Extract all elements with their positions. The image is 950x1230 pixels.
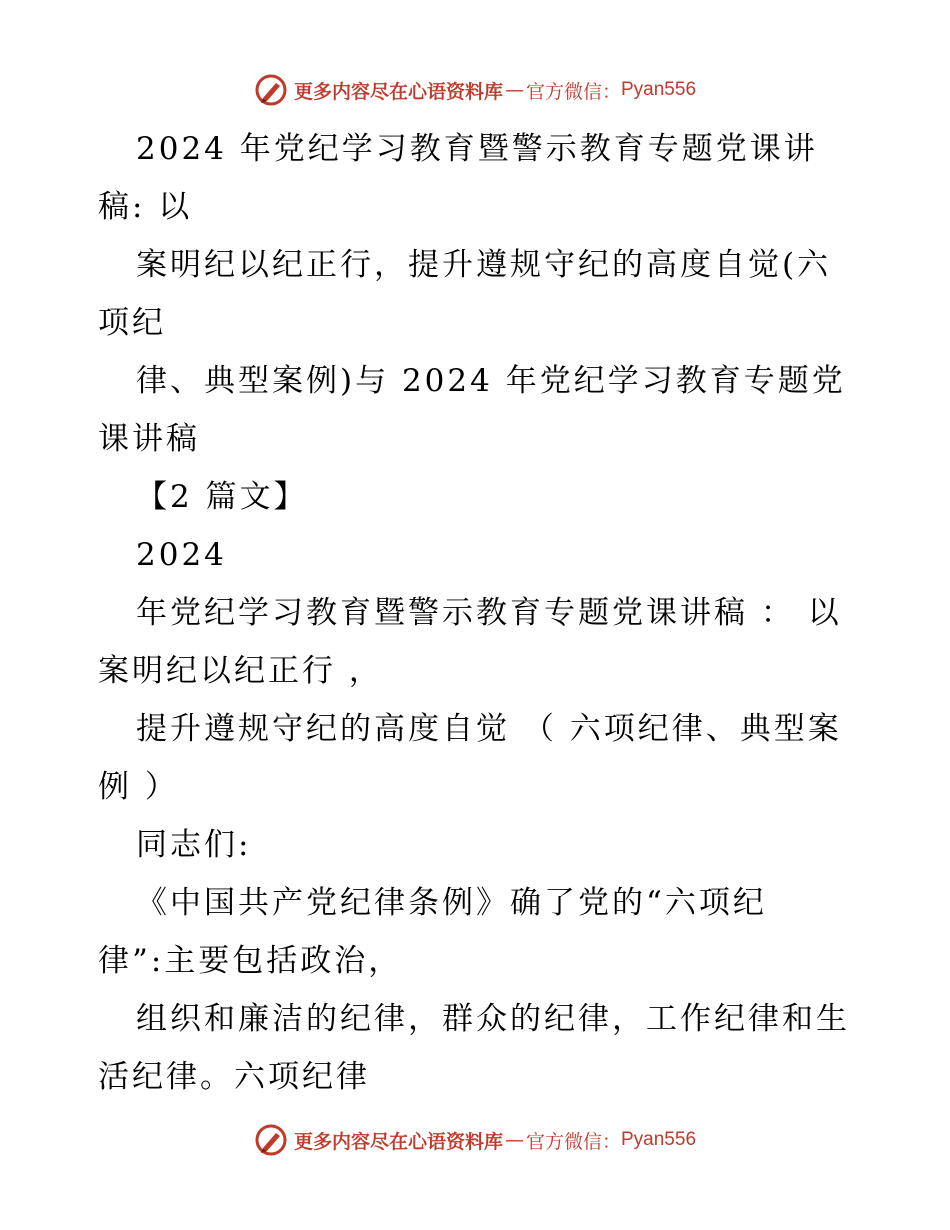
pen-logo-icon (254, 73, 288, 107)
document-body (98, 120, 858, 1106)
banner-wechat-id: Pyan556 (621, 1129, 697, 1150)
banner-wechat-label: 官方微信： (525, 1130, 621, 1153)
text-line: 2024 (136, 537, 227, 573)
text-line: 案明纪以纪正行 ， (98, 653, 383, 689)
text-line: 稿: 以 (98, 189, 193, 225)
text-line: 律、典型案例)与 2024 年党纪学习教育专题党 (136, 363, 846, 399)
banner-main-text: 更多内容尽在心语资料库 (293, 80, 503, 103)
text-line: 【2 篇文】 (136, 479, 308, 515)
text-line: 2024 年党纪学习教育暨警示教育专题党课讲 (136, 131, 818, 167)
banner-dash: — (504, 1129, 524, 1151)
text-line: 项纪 (98, 305, 166, 341)
banner-dash: — (504, 79, 524, 101)
pen-logo-icon (254, 1123, 288, 1157)
footer-banner (0, 1120, 950, 1160)
text-line: 课讲稿 (98, 421, 200, 457)
banner-main-text: 更多内容尽在心语资料库 (293, 1130, 503, 1153)
banner-wechat-label: 官方微信： (525, 80, 621, 103)
banner-wechat-id: Pyan556 (621, 79, 697, 100)
text-line: 活纪律。六项纪律 (98, 1059, 370, 1095)
text-line: 同志们: (136, 827, 252, 863)
text-line: 提升遵规守纪的高度自觉 （ 六项纪律、典型案 (136, 711, 842, 747)
header-banner (0, 70, 950, 110)
text-line: 年党纪学习教育暨警示教育专题党课讲稿 ： 以 (136, 595, 842, 631)
text-line: 组织和廉洁的纪律，群众的纪律，工作纪律和生 (136, 1001, 850, 1037)
text-line: 案明纪以纪正行，提升遵规守纪的高度自觉(六 (136, 247, 832, 283)
text-line: 律”:主要包括政治， (98, 943, 403, 979)
text-line: 例 ） (98, 769, 179, 805)
text-line: 《中国共产党纪律条例》确了党的“六项纪 (136, 885, 767, 921)
